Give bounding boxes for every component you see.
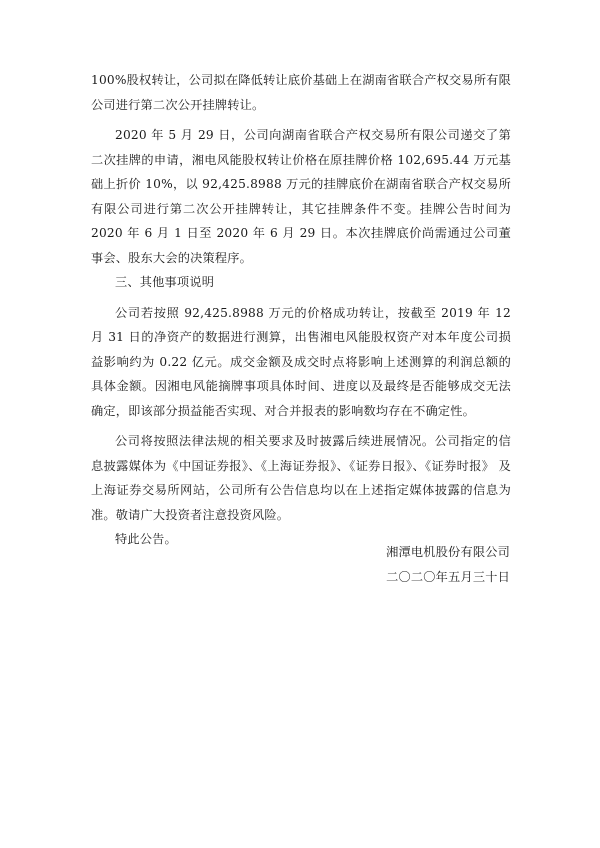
section-heading-other-matters: 三、其他事项说明	[115, 275, 215, 289]
signature-company: 湘潭电机股份有限公司	[386, 545, 510, 559]
closing-statement: 特此公告。	[115, 532, 177, 546]
paragraph-continued-transfer: 100%股权转让，公司拟在降低转让底价基础上在湖南省联合产权交易所有限公司进行第二次公开挂牌转让。	[91, 73, 511, 112]
signature-date: 二〇二〇年五月三十日	[386, 569, 510, 584]
paragraph-financial-impact: 公司若按照 92,425.8988 万元的价格成功转让，按截至 2019 年 12 月 31 日的净资产的数据进行测算，出售湘电风能股权资产对本年度公司损益影响约为 0.22 亿元。成交金额及成交时点将影响上述测算的利润总额的具体金额。因湘电风能摘牌事项具体时间、进度以及最终是否能够成交无法确定，即该部分损益能否实现、对合并报表的影响数均存在不确定性。	[91, 305, 511, 418]
document-body	[91, 68, 511, 552]
paragraph-disclosure-media: 公司将按照法律法规的相关要求及时披露后续进展情况。公司指定的信息披露媒体为《中国证券报》、《上海证券报》、《证券日报》、《证券时报》 及上海证券交易所网站，公司所有公告信息均以在上述指定媒体披露的信息为准。敬请广大投资者注意投资风险。	[91, 434, 511, 522]
paragraph-second-listing: 2020 年 5 月 29 日，公司向湖南省联合产权交易所有限公司递交了第二次挂牌的申请，湘电风能股权转让价格在原挂牌价格 102,695.44 万元基础上折价 10%，以 92,425.8988 万元的挂牌底价在湖南省联合产权交易所有限公司进行第二次公开挂牌转让，其它挂牌条件不变。挂牌公告时间为 2020 年 6 月 1 日至 2020 年 6 月 29 日。本次挂牌底价尚需通过公司董事会、股东大会的决策程序。	[91, 128, 511, 265]
signature-block	[386, 540, 510, 589]
